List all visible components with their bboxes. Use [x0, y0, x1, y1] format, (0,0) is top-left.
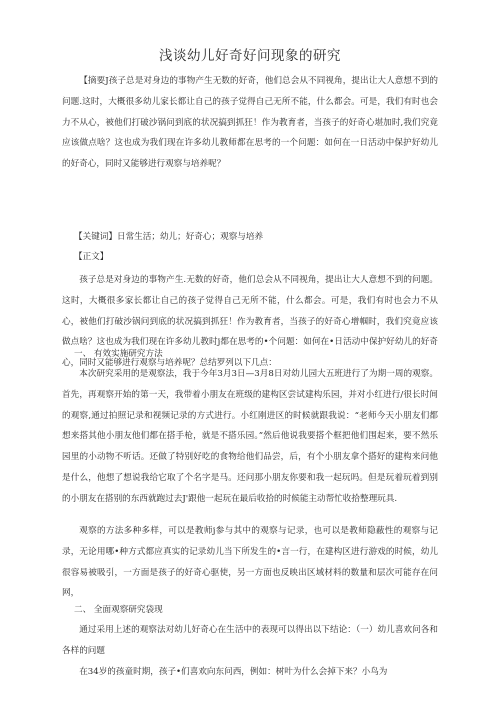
- document-title: 浅谈幼儿好奇好问现象的研究: [159, 48, 341, 64]
- body-paragraph-methods-variety: 观察的方法多种多样，可以是教师j参与其中的观察与记录，也可以是教师隐蔽性的观察与记录，无论用哪•种方式都应真实的记录幼儿当下所发生的•言一行，在建构区进行游戏的时候，幼儿很容易被吸引，一方面是孩子的好奇心驱使，另一方面也反映出区域材料的数量和层次可能存在问网，: [62, 526, 438, 599]
- body-paragraph-questions: 在34岁的孩童时期，孩子•们喜欢向东问西，例如：树叶为什么会掉下来？小鸟为: [79, 667, 388, 677]
- body-paragraph-conclusion: 通过采用上述的观察法对幼儿好奇心在生活中的表现可以得出以下结论：（一）幼儿喜欢问各和各样的问题: [62, 625, 438, 656]
- main-text-heading: 【正文】: [74, 252, 109, 262]
- abstract-paragraph: 【摘要J孩子总是对身边的事物产生无数的好奇，他们总会从不同视角，提出让大人意想不到的问题.这时，大概很多幼儿家长都让自己的孩子觉得自己无所不能，什么都会。可是，我们有时也会力不从心，被他们打破沙锅问到底的状况搞到抓狂！作为教育者，当孩子的好奇心堪加时,我们究竟应该做点啥？这也成为我们现在许多幼儿教师都在思考的一个问题：如何在一日活动中保护好幼儿的好奇心，同时又能够进行观察与培养呢？: [62, 76, 438, 170]
- keywords-line: 【关键词】日常生活；幼儿；好奇心；观察与培养: [74, 232, 264, 242]
- body-paragraph-intro: 孩子总是对身边的事物产生.无数的好奇，他们总会从不同视角，提出让大人意想不到的问题。这时，大概很多家长都让自己的孩子觉得自己无所不能，什么都会。可是，我们有时也会力不从心，被他们打破沙锅问到底的状况搞到抓狂！作为教育者，当孩子的好奇心增帼时，我们究竟应该做点啥？这也成为我们现在许多幼儿教时j都在思考的•个问题：如何在•日活动中保护好幼儿的好奇心，同时又能够进行观察与培养呢？总结罗列以下几点：: [62, 275, 438, 369]
- section-heading-findings: 二、 全面观察研究袋现: [74, 605, 163, 615]
- section-heading-methods: 一、 有效实施研究方法: [74, 349, 163, 359]
- body-paragraph-observation: 本次研究采用的是观察法，我于今年3月3日—3月8日对幼儿园大五班进行了为期一周的观察。首先，再观察开始的第一天，我带着小朋友在班级的建构区尝试建构乐园，并对小红进行/很长时间的观察,通过拍照记录和视频记录的方式进行。小红刚进区的时候就跟我说：“老师今天小朋友们都想来搭其他小朋友他们都在搭手枪，就是不搭乐园。”然后他说我要搭个框把他们围起来，要不然乐园里的小动物不听话。还做了特别好吃的食物给他们品尝，后，有个小朋友拿个搭好的建构来问他是什么，他想了想说我给它取了个名字是马。还问那小朋友你要和我一起玩吗。但是玩着玩着到别的小朋友在搭别的东西就跑过去J'跟他一起玩在最后收拾的时候能主动帮忙收拾整理玩具.: [62, 369, 438, 504]
